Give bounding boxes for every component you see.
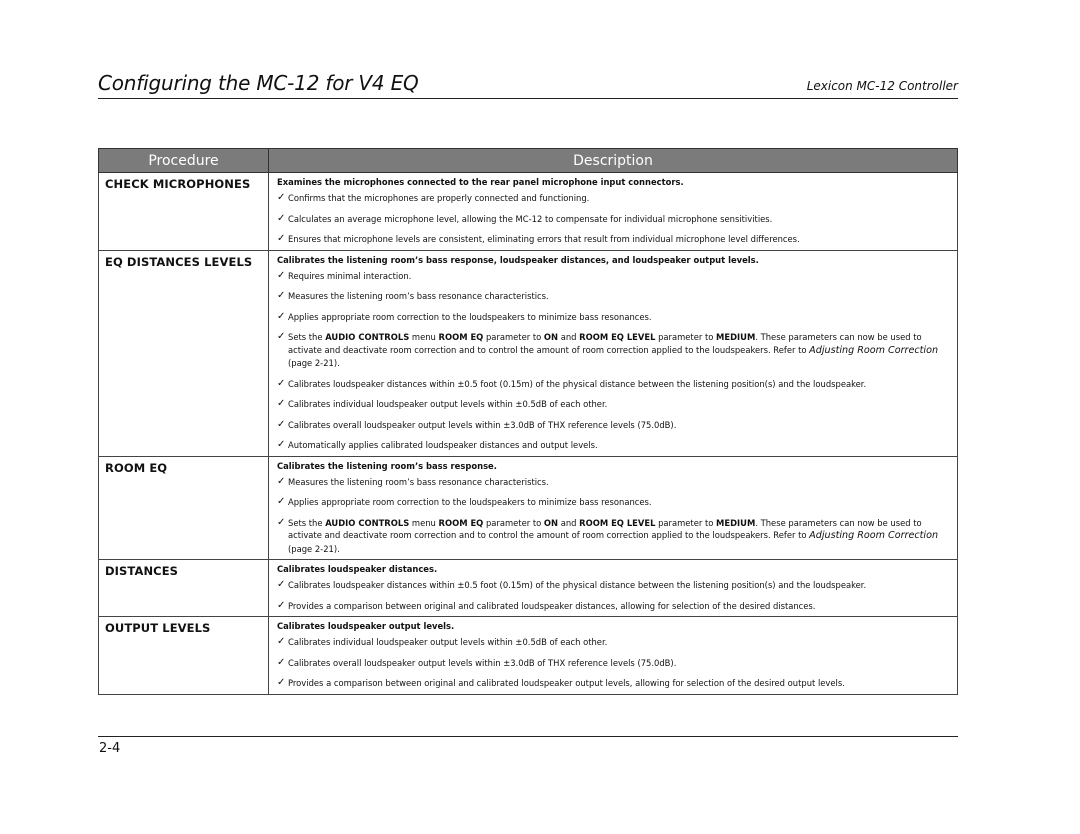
bullet-text-part: ON bbox=[543, 517, 559, 528]
checkmark-icon: ✓ bbox=[277, 636, 286, 647]
bullet-text-part: ON bbox=[543, 332, 559, 342]
description-bullet bbox=[277, 496, 951, 509]
table-row bbox=[99, 617, 958, 695]
description-bullet bbox=[277, 579, 951, 592]
bullet-text: Provides a comparison between original and calibrated loudspeaker distances, allowing for selection of the desired distances. bbox=[288, 600, 816, 611]
table-row bbox=[99, 456, 958, 560]
bullet-text-part: AUDIO CONTROLS bbox=[325, 517, 410, 528]
procedure-name: ROOM EQ bbox=[99, 456, 269, 560]
footer-rule bbox=[98, 736, 958, 737]
description-bullet bbox=[277, 677, 951, 690]
checkmark-icon: ✓ bbox=[277, 439, 286, 450]
checkmark-icon: ✓ bbox=[277, 398, 286, 409]
description-bullet bbox=[277, 657, 951, 670]
table-row bbox=[99, 173, 958, 251]
checkmark-icon: ✓ bbox=[277, 516, 286, 528]
description-bullet bbox=[277, 270, 951, 283]
description-bullet bbox=[277, 378, 951, 391]
description-summary: Calibrates the listening room’s bass response, loudspeaker distances, and loudspeaker output levels. bbox=[277, 254, 759, 265]
bullet-text: Ensures that microphone levels are consistent, eliminating errors that result from individual microphone level differences. bbox=[288, 234, 800, 244]
page-header bbox=[98, 72, 958, 99]
procedure-name: OUTPUT LEVELS bbox=[99, 617, 269, 695]
description-summary: Examines the microphones connected to the rear panel microphone input connectors. bbox=[277, 177, 684, 187]
description-bullet bbox=[277, 398, 951, 411]
checkmark-icon: ✓ bbox=[277, 656, 286, 668]
bullet-text: Calibrates overall loudspeaker output levels within ±3.0dB of THX reference levels (75.0dB). bbox=[288, 419, 677, 430]
description-bullet bbox=[277, 290, 951, 303]
bullet-text-part: ROOM EQ bbox=[438, 517, 484, 528]
bullet-text: Measures the listening room’s bass resonance characteristics. bbox=[288, 291, 549, 301]
bullet-text: Provides a comparison between original and calibrated loudspeaker output levels, allowing for selection of the desired output levels. bbox=[288, 678, 845, 688]
checkmark-icon: ✓ bbox=[277, 677, 286, 688]
bullet-text-part: Sets the bbox=[288, 517, 326, 528]
bullet-text-part: Adjusting Room Correction bbox=[809, 530, 939, 541]
description-summary: Calibrates the listening room’s bass response. bbox=[277, 460, 497, 471]
bullet-text: Applies appropriate room correction to the loudspeakers to minimize bass resonances. bbox=[288, 311, 652, 322]
bullet-text: Calibrates individual loudspeaker output levels within ±0.5dB of each other. bbox=[288, 637, 608, 647]
column-header-description: Description bbox=[269, 149, 958, 173]
description-bullet bbox=[277, 233, 951, 246]
procedure-description bbox=[269, 560, 958, 617]
description-summary: Calibrates loudspeaker distances. bbox=[277, 564, 438, 574]
description-bullet bbox=[277, 311, 951, 324]
description-bullet bbox=[277, 331, 951, 370]
bullet-text-part: (page 2-21). bbox=[288, 358, 340, 368]
checkmark-icon: ✓ bbox=[277, 269, 286, 281]
description-bullet bbox=[277, 213, 951, 226]
bullet-text-part: and bbox=[558, 517, 580, 528]
bullet-text: Calibrates loudspeaker distances within ±0.5 foot (0.15m) of the physical distance between the listening position(s) and the loudspeaker. bbox=[288, 378, 867, 389]
description-bullet bbox=[277, 192, 951, 205]
procedure-table bbox=[98, 148, 958, 695]
bullet-text-part: MEDIUM bbox=[716, 517, 756, 528]
bullet-text: Requires minimal interaction. bbox=[288, 270, 412, 281]
bullet-text-part: menu bbox=[409, 517, 439, 528]
bullet-text-part: and bbox=[558, 332, 580, 342]
bullet-text-part: parameter to bbox=[483, 517, 544, 528]
checkmark-icon: ✓ bbox=[277, 290, 286, 301]
bullet-text: Applies appropriate room correction to the loudspeakers to minimize bass resonances. bbox=[288, 497, 652, 507]
bullet-text: Calculates an average microphone level, allowing the MC-12 to compensate for individual microphone sensitivities. bbox=[288, 213, 773, 224]
procedure-description bbox=[269, 617, 958, 695]
bullet-text: Calibrates loudspeaker distances within ±0.5 foot (0.15m) of the physical distance between the listening position(s) and the loudspeaker. bbox=[288, 580, 867, 590]
bullet-text-part: parameter to bbox=[655, 517, 717, 528]
column-header-procedure: Procedure bbox=[99, 149, 269, 173]
description-summary: Calibrates loudspeaker output levels. bbox=[277, 621, 455, 631]
bullet-text-part: ROOM EQ LEVEL bbox=[579, 332, 656, 342]
page-title: Configuring the MC-12 for V4 EQ bbox=[98, 71, 419, 95]
bullet-text: Measures the listening room’s bass resonance characteristics. bbox=[288, 476, 549, 487]
bullet-text-part: . These parameters can now be used to activate and deactivate room correction and to control the amount of room correction applied to the loudspeakers. Refer to bbox=[288, 332, 922, 355]
procedure-name: DISTANCES bbox=[99, 560, 269, 617]
checkmark-icon: ✓ bbox=[277, 233, 286, 244]
checkmark-icon: ✓ bbox=[277, 377, 286, 389]
checkmark-icon: ✓ bbox=[277, 192, 286, 203]
description-bullet bbox=[277, 600, 951, 613]
checkmark-icon: ✓ bbox=[277, 475, 286, 487]
bullet-text-part: (page 2-21). bbox=[288, 543, 340, 554]
page-number: 2-4 bbox=[99, 741, 121, 756]
bullet-text-part: . These parameters can now be used to activate and deactivate room correction and to control the amount of room correction applied to the loudspeakers. Refer to bbox=[288, 517, 922, 540]
procedure-description bbox=[269, 456, 958, 560]
checkmark-icon: ✓ bbox=[277, 310, 286, 322]
checkmark-icon: ✓ bbox=[277, 579, 286, 590]
bullet-text: Calibrates individual loudspeaker output levels within ±0.5dB of each other. bbox=[288, 399, 608, 409]
description-bullet bbox=[277, 476, 951, 489]
description-bullet bbox=[277, 517, 951, 556]
procedure-name: EQ DISTANCES LEVELS bbox=[99, 250, 269, 456]
product-name: Lexicon MC-12 Controller bbox=[806, 79, 958, 93]
bullet-text-part: AUDIO CONTROLS bbox=[325, 332, 410, 342]
checkmark-icon: ✓ bbox=[277, 212, 286, 224]
bullet-text-part: parameter to bbox=[483, 332, 544, 342]
description-bullet bbox=[277, 419, 951, 432]
checkmark-icon: ✓ bbox=[277, 496, 286, 507]
checkmark-icon: ✓ bbox=[277, 331, 286, 342]
table-header-row bbox=[99, 149, 958, 173]
procedure-description bbox=[269, 250, 958, 456]
table-row bbox=[99, 250, 958, 456]
bullet-text-part: Sets the bbox=[288, 332, 326, 342]
bullet-text-part: ROOM EQ LEVEL bbox=[579, 517, 656, 528]
checkmark-icon: ✓ bbox=[277, 599, 286, 611]
bullet-text: Automatically applies calibrated loudspeaker distances and output levels. bbox=[288, 440, 598, 450]
procedure-description bbox=[269, 173, 958, 251]
table-body bbox=[99, 173, 958, 695]
checkmark-icon: ✓ bbox=[277, 418, 286, 430]
bullet-text-part: Adjusting Room Correction bbox=[809, 344, 939, 356]
procedure-name: CHECK MICROPHONES bbox=[99, 173, 269, 251]
bullet-text-part: MEDIUM bbox=[716, 332, 756, 342]
bullet-text: Confirms that the microphones are properly connected and functioning. bbox=[288, 193, 590, 203]
bullet-text-part: menu bbox=[409, 332, 439, 342]
description-bullet bbox=[277, 636, 951, 649]
bullet-text-part: ROOM EQ bbox=[438, 332, 484, 342]
table-row bbox=[99, 560, 958, 617]
bullet-text-part: parameter to bbox=[655, 332, 717, 342]
bullet-text: Calibrates overall loudspeaker output levels within ±3.0dB of THX reference levels (75.0dB). bbox=[288, 657, 677, 668]
description-bullet bbox=[277, 439, 951, 452]
